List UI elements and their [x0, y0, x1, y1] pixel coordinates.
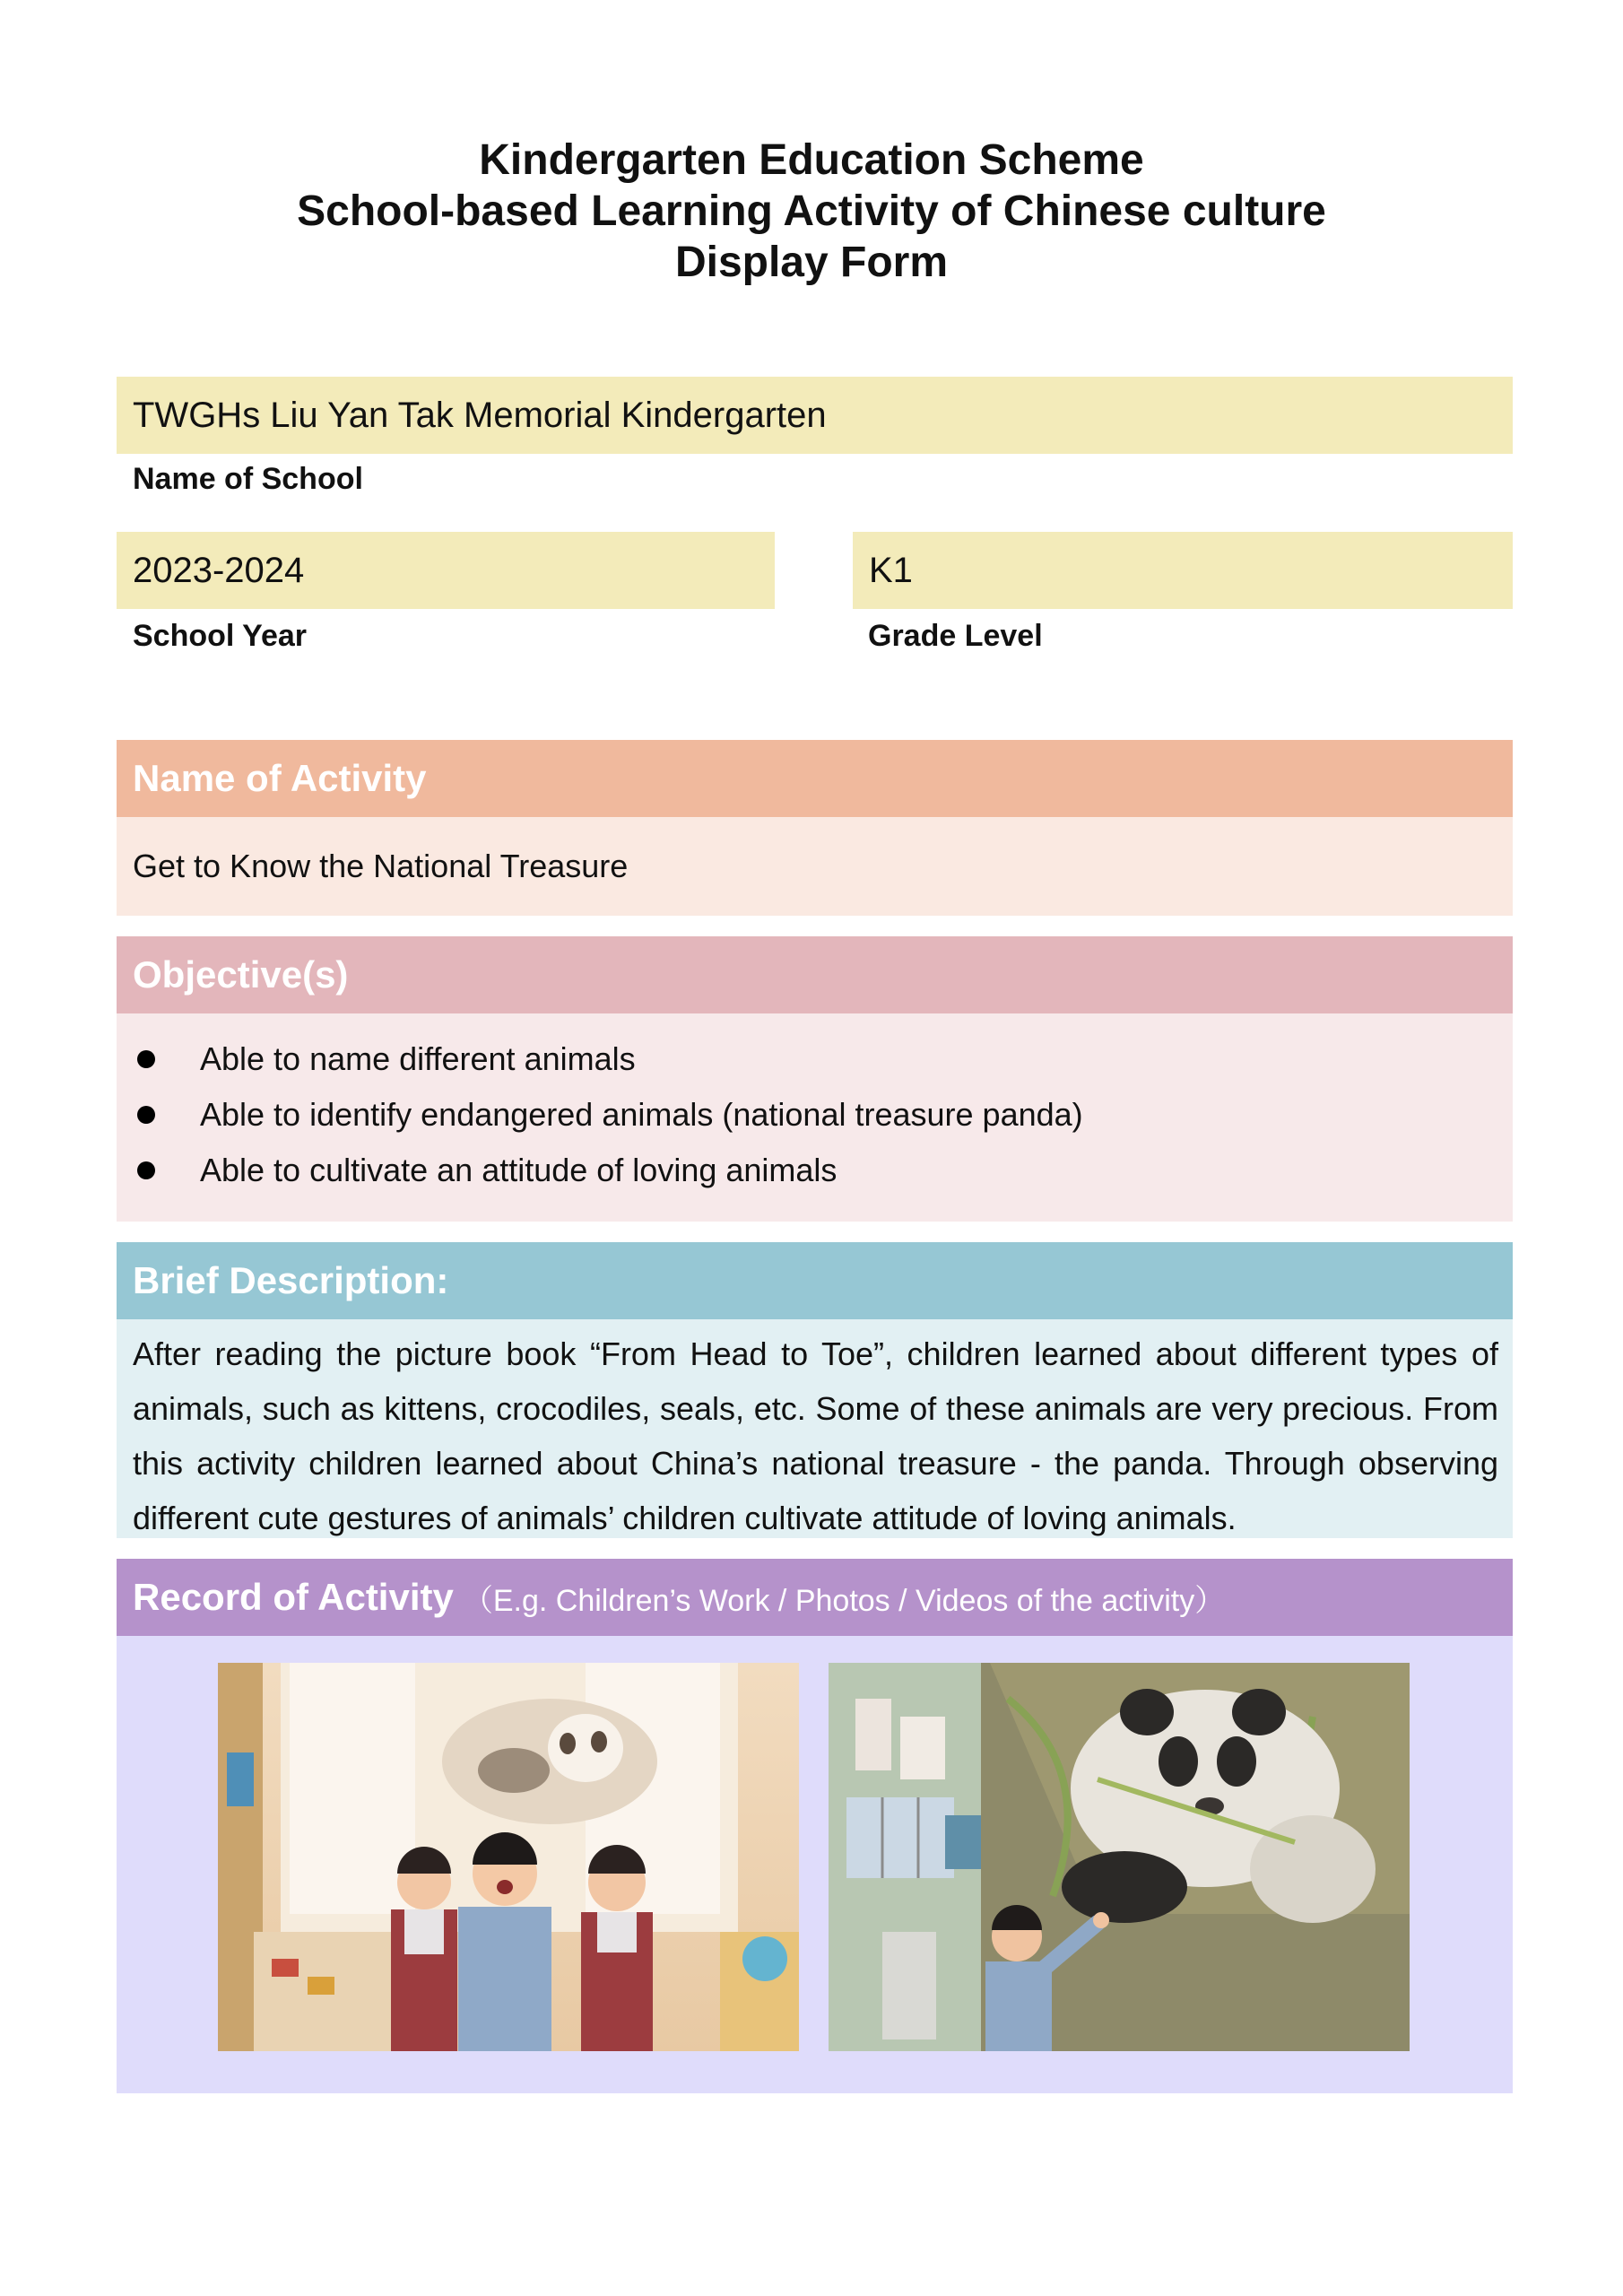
grade-level-value: K1: [869, 550, 913, 590]
activity-body: [117, 817, 1513, 916]
activity-heading-text: Name of Activity: [133, 757, 427, 799]
objective-text: Able to identify endangered animals (national treasure panda): [200, 1096, 1083, 1133]
activity-photo-1: [218, 1663, 799, 2051]
school-year-field: [117, 532, 775, 609]
objective-item: [117, 1031, 1513, 1087]
objectives-heading: [117, 936, 1513, 1013]
record-heading: [117, 1559, 1513, 1636]
school-year-label: School Year: [133, 619, 308, 653]
grade-level-field: [853, 532, 1513, 609]
school-name-label: Name of School: [133, 462, 363, 496]
objectives-body: [117, 1013, 1513, 1222]
title-line-1: Kindergarten Education Scheme: [479, 136, 1144, 184]
objectives-heading-text: Objective(s): [133, 953, 349, 996]
grade-level-label: Grade Level: [868, 619, 1043, 653]
objective-item: [117, 1087, 1513, 1143]
record-heading-text: Record of Activity: [133, 1576, 454, 1618]
objective-item: [117, 1143, 1513, 1198]
school-year-value: 2023-2024: [133, 550, 305, 590]
description-heading-text: Brief Description:: [133, 1259, 449, 1301]
school-name-value: TWGHs Liu Yan Tak Memorial Kindergarten: [133, 395, 827, 435]
activity-photo-2: [829, 1663, 1410, 2051]
bullet-icon: [137, 1106, 155, 1124]
activity-heading: [117, 740, 1513, 817]
title-line-3: Display Form: [674, 239, 949, 286]
school-name-field: [117, 377, 1513, 454]
photo-2-image: [829, 1663, 1410, 2051]
objective-text: Able to cultivate an attitude of loving animals: [200, 1152, 838, 1188]
description-heading: [117, 1242, 1513, 1319]
description-body: [117, 1319, 1513, 1538]
bullet-icon: [137, 1050, 155, 1068]
bullet-icon: [137, 1161, 155, 1179]
form-title: [0, 135, 1623, 288]
activity-name: Get to Know the National Treasure: [133, 848, 629, 884]
record-note: （E.g. Children’s Work / Photos / Videos of the activity）: [462, 1583, 1226, 1618]
photo-1-image: [218, 1663, 799, 2051]
description-text: After reading the picture book “From Head to Toe”, children learned about different types of animals, such as kittens, crocodiles, seals, etc. Some of these animals are very precious. From this activity children learned about China’s national treasure - the panda. Through observing different cute gestures of animals’ children cultivate attitude of loving animals.: [133, 1335, 1498, 1536]
objective-text: Able to name different animals: [200, 1040, 636, 1077]
title-line-2: School-based Learning Activity of Chinese culture: [297, 187, 1326, 235]
